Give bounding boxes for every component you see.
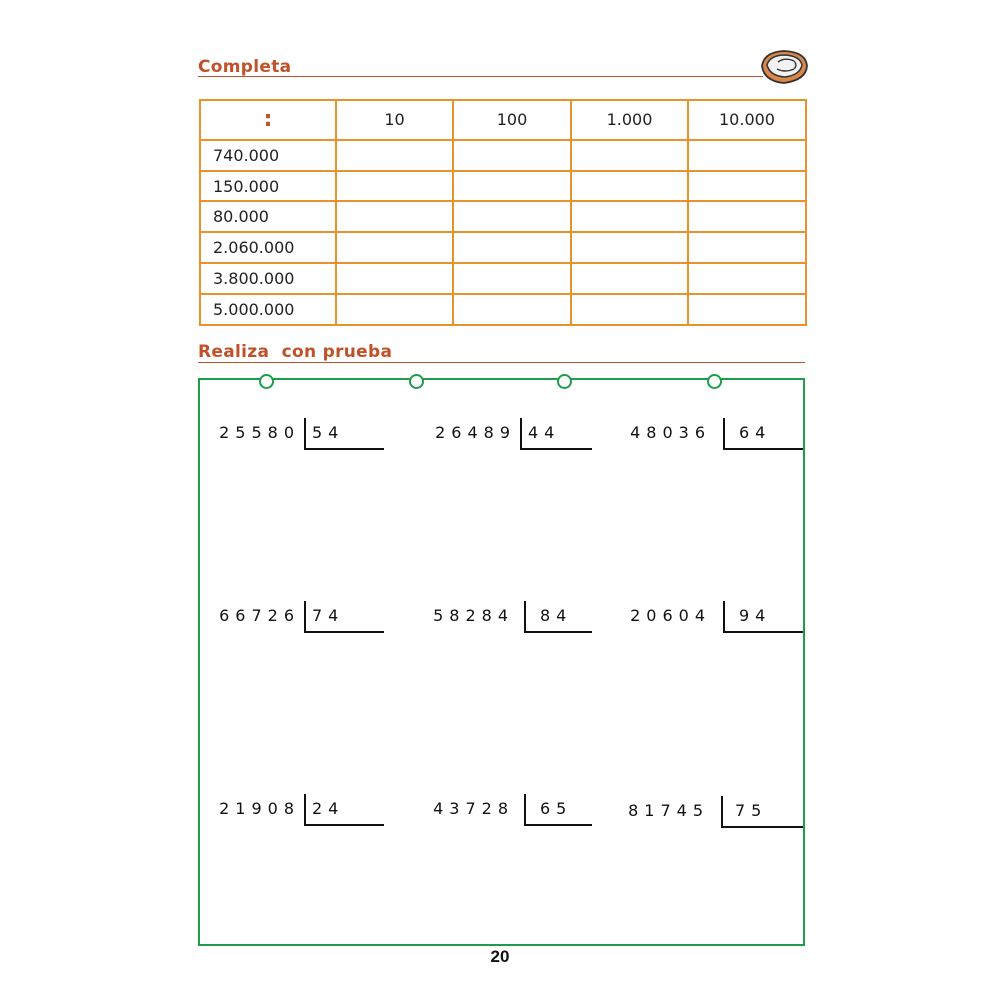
answer-cell[interactable] [453, 171, 571, 202]
divisor: 94 [739, 606, 772, 625]
answer-cell[interactable] [453, 294, 571, 325]
row-number-cell: 150.000 [200, 171, 336, 202]
division-bracket[interactable] [723, 601, 803, 633]
answer-cell[interactable] [688, 263, 806, 294]
answer-cell[interactable] [336, 232, 453, 263]
division-bracket[interactable] [304, 601, 384, 633]
table-row [200, 263, 806, 294]
ring-icon [707, 374, 722, 389]
answer-cell[interactable] [336, 171, 453, 202]
row-number-cell: 5.000.000 [200, 294, 336, 325]
answer-cell[interactable] [336, 201, 453, 232]
dividend: 81745 [628, 801, 709, 820]
operator-cell: : [200, 100, 336, 140]
table-row [200, 201, 806, 232]
table-row [200, 232, 806, 263]
divisor: 44 [528, 423, 561, 442]
answer-cell[interactable] [688, 232, 806, 263]
answer-cell[interactable] [688, 140, 806, 171]
division-table [199, 99, 807, 326]
answer-cell[interactable] [453, 140, 571, 171]
row-number-cell: 80.000 [200, 201, 336, 232]
answer-cell[interactable] [688, 171, 806, 202]
divisor: 24 [312, 799, 345, 818]
division-bracket[interactable] [304, 794, 384, 826]
section-title-completa: Completa [198, 57, 292, 77]
answer-cell[interactable] [688, 294, 806, 325]
header-cell: 10 [336, 100, 453, 140]
answer-cell[interactable] [571, 140, 688, 171]
page-number: 20 [490, 947, 510, 966]
divisor: 65 [540, 799, 573, 818]
row-number-cell: 740.000 [200, 140, 336, 171]
divisor: 84 [540, 606, 573, 625]
answer-cell[interactable] [571, 294, 688, 325]
answer-cell[interactable] [336, 294, 453, 325]
dividend: 66726 [219, 606, 300, 625]
table-header-row [200, 100, 806, 140]
division-bracket[interactable] [520, 418, 592, 450]
header-cell: 10.000 [688, 100, 806, 140]
section-title-realiza: Realiza con prueba [198, 342, 393, 362]
dividend: 48036 [630, 423, 711, 442]
divisor: 64 [739, 423, 772, 442]
answer-cell[interactable] [336, 140, 453, 171]
division-bracket[interactable] [721, 796, 803, 828]
answer-cell[interactable] [571, 232, 688, 263]
dividend: 21908 [219, 799, 300, 818]
header-cell: 1.000 [571, 100, 688, 140]
dividend: 25580 [219, 423, 300, 442]
row-number-cell: 3.800.000 [200, 263, 336, 294]
dividend: 58284 [433, 606, 514, 625]
table-row [200, 294, 806, 325]
divisor: 74 [312, 606, 345, 625]
table-row [200, 171, 806, 202]
dividend: 26489 [435, 423, 516, 442]
answer-cell[interactable] [336, 263, 453, 294]
answer-cell[interactable] [571, 201, 688, 232]
table-row [200, 140, 806, 171]
title-underline [198, 362, 805, 363]
answer-cell[interactable] [571, 171, 688, 202]
division-bracket[interactable] [524, 601, 592, 633]
pencil-sharpener-icon [758, 46, 810, 88]
dividend: 43728 [433, 799, 514, 818]
row-number-cell: 2.060.000 [200, 232, 336, 263]
answer-cell[interactable] [453, 201, 571, 232]
title-underline [198, 76, 763, 77]
division-bracket[interactable] [723, 418, 803, 450]
header-cell: 100 [453, 100, 571, 140]
division-bracket[interactable] [524, 794, 592, 826]
ring-icon [557, 374, 572, 389]
divisor: 54 [312, 423, 345, 442]
divisor: 75 [735, 801, 768, 820]
answer-cell[interactable] [571, 263, 688, 294]
division-bracket[interactable] [304, 418, 384, 450]
answer-cell[interactable] [453, 263, 571, 294]
exercise-box [198, 378, 805, 946]
ring-icon [409, 374, 424, 389]
ring-icon [259, 374, 274, 389]
dividend: 20604 [630, 606, 711, 625]
answer-cell[interactable] [453, 232, 571, 263]
answer-cell[interactable] [688, 201, 806, 232]
